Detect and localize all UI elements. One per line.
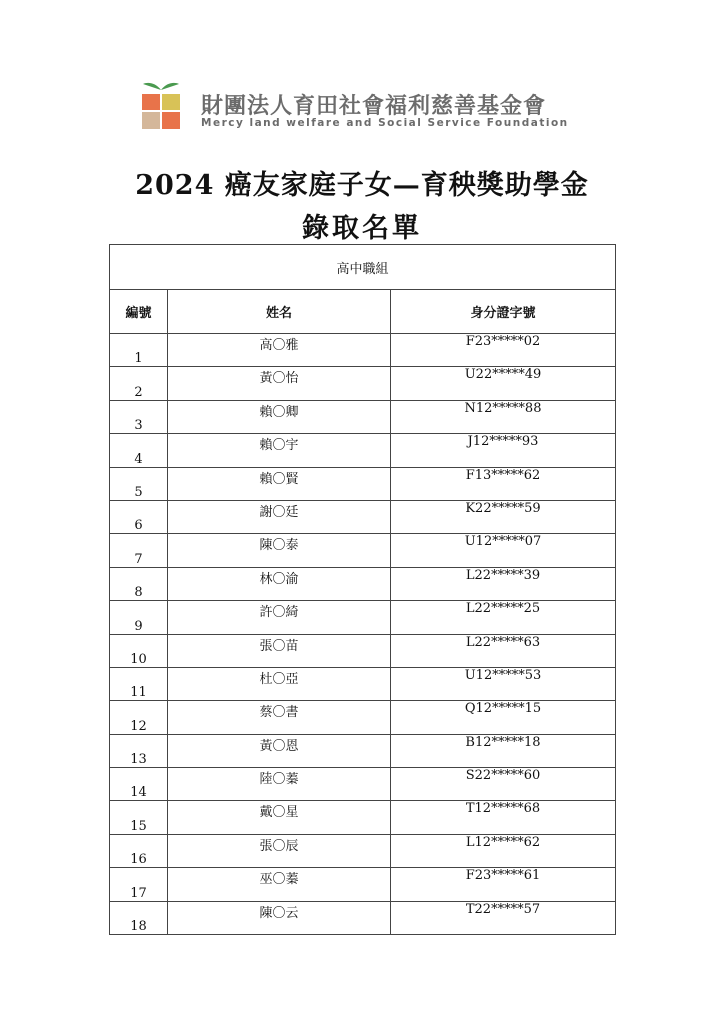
- row-number: 4: [110, 434, 168, 467]
- table-row: [110, 467, 616, 500]
- table-row: [110, 534, 616, 567]
- admission-list-table: [109, 244, 616, 935]
- row-name: 張〇苗: [168, 634, 391, 667]
- table-row: [110, 434, 616, 467]
- table-row: [110, 400, 616, 433]
- table-row: [110, 801, 616, 834]
- row-id-number: L22*****63: [391, 634, 616, 667]
- org-name-chinese: 財團法人育田社會福利慈善基金會: [201, 94, 547, 119]
- row-name: 林〇渝: [168, 567, 391, 600]
- row-name: 陸〇蓁: [168, 768, 391, 801]
- row-id-number: K22*****59: [391, 500, 616, 533]
- row-id-number: L22*****25: [391, 601, 616, 634]
- row-number: 12: [110, 701, 168, 734]
- row-number: 14: [110, 768, 168, 801]
- group-header-row: [110, 245, 616, 290]
- row-id-number: Q12*****15: [391, 701, 616, 734]
- row-name: 賴〇卿: [168, 400, 391, 433]
- row-id-number: T12*****68: [391, 801, 616, 834]
- row-name: 陳〇云: [168, 901, 391, 934]
- row-id-number: U22*****49: [391, 367, 616, 400]
- row-name: 陳〇泰: [168, 534, 391, 567]
- column-header-name: 姓名: [168, 290, 391, 334]
- row-number: 3: [110, 400, 168, 433]
- row-name: 賴〇宇: [168, 434, 391, 467]
- row-name: 高〇雅: [168, 334, 391, 367]
- table-row: [110, 901, 616, 934]
- column-header-id: 身分證字號: [391, 290, 616, 334]
- table-row: [110, 834, 616, 867]
- document-title: 2024 癌友家庭子女—育秧獎助學金: [135, 170, 589, 201]
- row-number: 6: [110, 500, 168, 533]
- row-number: 16: [110, 834, 168, 867]
- org-name-english: Mercy land welfare and Social Service Foundation: [201, 117, 569, 129]
- row-name: 張〇辰: [168, 834, 391, 867]
- row-name: 戴〇星: [168, 801, 391, 834]
- row-id-number: N12*****88: [391, 400, 616, 433]
- row-name: 杜〇亞: [168, 667, 391, 700]
- row-name: 巫〇蓁: [168, 868, 391, 901]
- table-row: [110, 734, 616, 767]
- row-number: 5: [110, 467, 168, 500]
- table-row: [110, 500, 616, 533]
- row-id-number: U12*****53: [391, 667, 616, 700]
- row-id-number: U12*****07: [391, 534, 616, 567]
- table-row: [110, 634, 616, 667]
- foundation-logo: [141, 79, 581, 131]
- row-number: 17: [110, 868, 168, 901]
- table-row: [110, 334, 616, 367]
- row-number: 18: [110, 901, 168, 934]
- row-number: 8: [110, 567, 168, 600]
- table-row: [110, 701, 616, 734]
- row-name: 賴〇賢: [168, 467, 391, 500]
- row-id-number: L22*****39: [391, 567, 616, 600]
- row-name: 許〇綺: [168, 601, 391, 634]
- row-number: 1: [110, 334, 168, 367]
- row-name: 蔡〇書: [168, 701, 391, 734]
- table-row: [110, 768, 616, 801]
- row-number: 13: [110, 734, 168, 767]
- row-number: 9: [110, 601, 168, 634]
- row-id-number: F23*****02: [391, 334, 616, 367]
- group-label: 高中職組: [110, 245, 616, 290]
- table-row: [110, 667, 616, 700]
- row-number: 15: [110, 801, 168, 834]
- row-id-number: B12*****18: [391, 734, 616, 767]
- row-name: 黃〇恩: [168, 734, 391, 767]
- row-id-number: S22*****60: [391, 768, 616, 801]
- table-row: [110, 567, 616, 600]
- row-name: 謝〇廷: [168, 500, 391, 533]
- column-header-row: [110, 290, 616, 334]
- document-subtitle: 錄取名單: [302, 213, 422, 244]
- row-id-number: L12*****62: [391, 834, 616, 867]
- table-row: [110, 367, 616, 400]
- column-header-number: 編號: [110, 290, 168, 334]
- row-number: 11: [110, 667, 168, 700]
- row-number: 2: [110, 367, 168, 400]
- table-row: [110, 601, 616, 634]
- row-id-number: J12*****93: [391, 434, 616, 467]
- table-row: [110, 868, 616, 901]
- row-number: 7: [110, 534, 168, 567]
- foundation-logo-icon: [141, 79, 181, 131]
- row-id-number: F13*****62: [391, 467, 616, 500]
- row-number: 10: [110, 634, 168, 667]
- row-id-number: T22*****57: [391, 901, 616, 934]
- row-id-number: F23*****61: [391, 868, 616, 901]
- row-name: 黃〇怡: [168, 367, 391, 400]
